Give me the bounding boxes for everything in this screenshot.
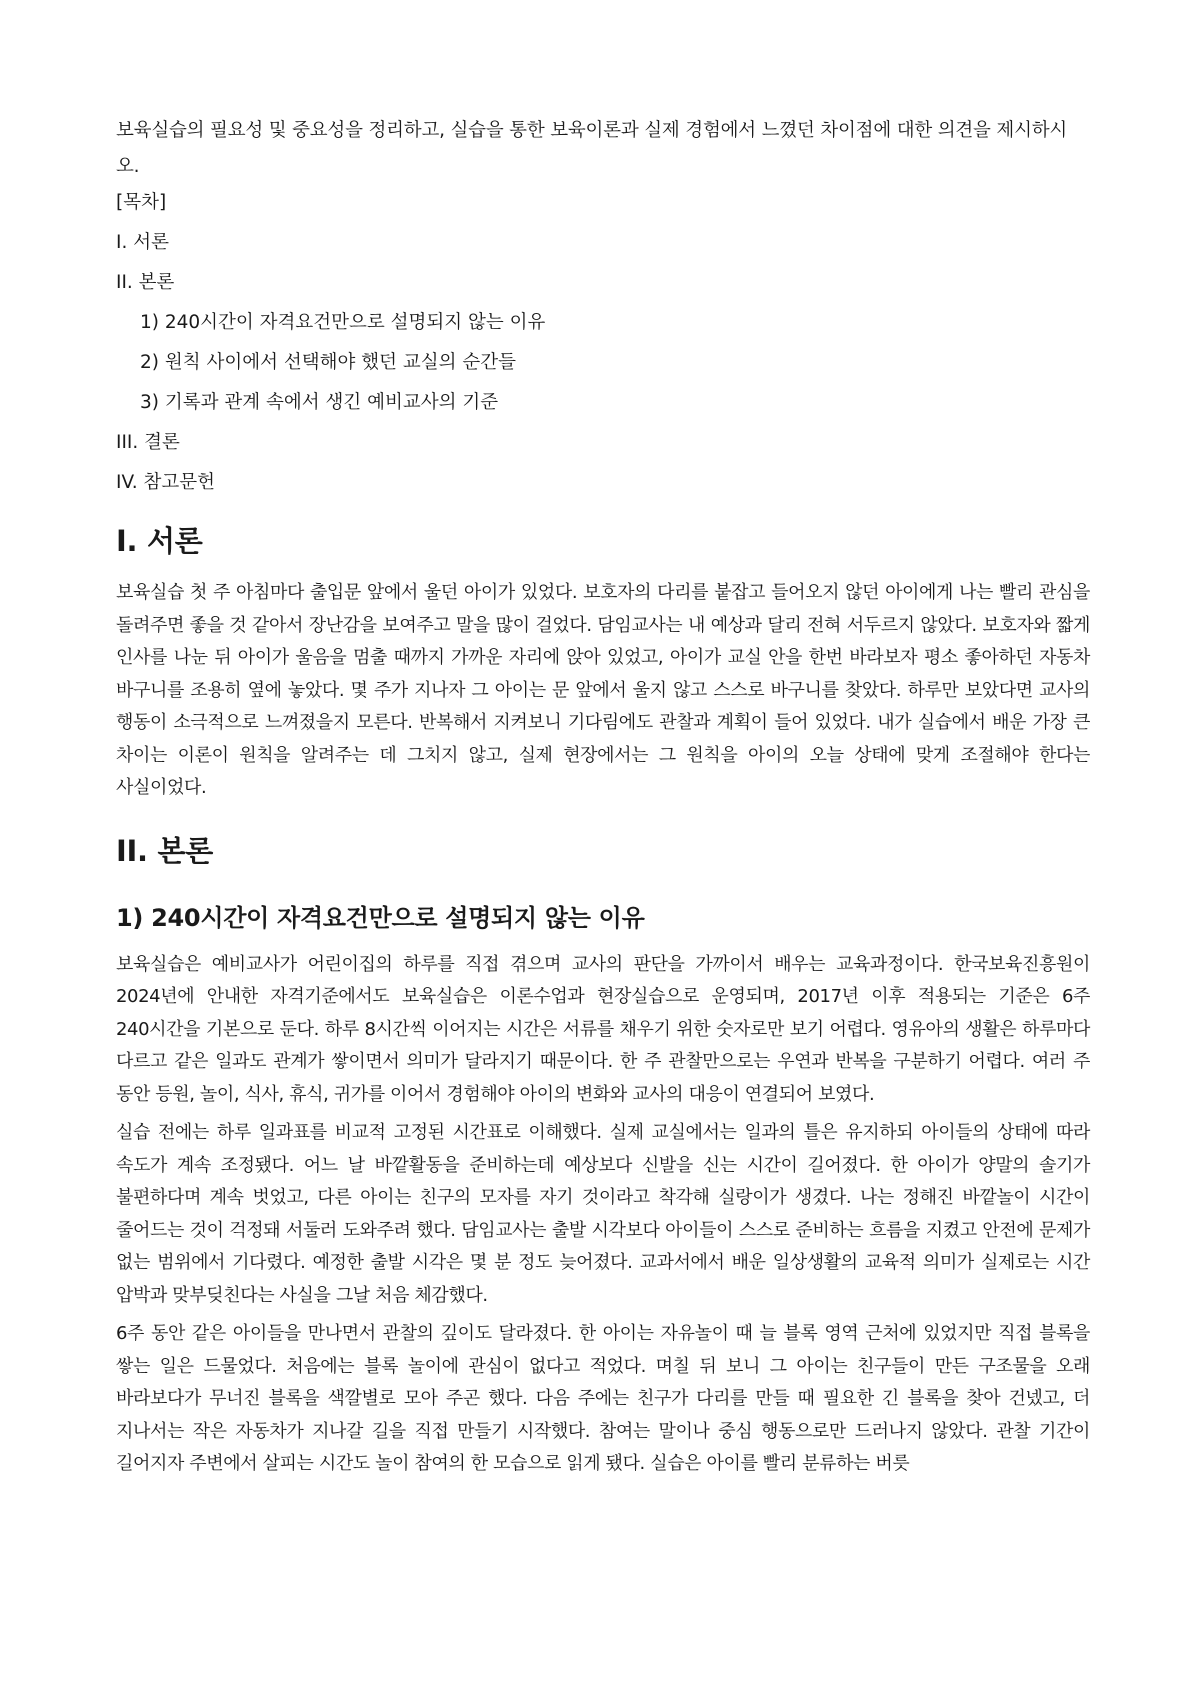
- toc-title: [목차]: [116, 192, 167, 213]
- toc-item-references: IV. 참고문헌: [116, 472, 215, 493]
- toc-list: [116, 191, 1090, 495]
- toc-item-body-2: 2) 원칙 사이에서 선택해야 했던 교실의 순간들: [140, 352, 516, 373]
- toc-item-conclusion: III. 결론: [116, 432, 180, 453]
- body-paragraph: 보육실습은 예비교사가 어린이집의 하루를 직접 겪으며 교사의 판단을 가까이서 배우는 교육과정이다. 한국보육진흥원이 2024년에 안내한 자격기준에서도 보육실습은 이론수업과 현장실습으로 운영되며, 2017년 이후 적용되는 기준은 6주 240시간을 기본으로 둔다. 하루 8시간씩 이어지는 시간은 서류를 채우기 위한 숫자로만 보기 어렵다. 영유아의 생활은 하루마다 다르고 같은 일과도 관계가 쌓이면서 의미가 달라지기 때문이다. 한 주 관찰만으로는 우연과 반복을 구분하기 어렵다. 여러 주 동안 등원, 놀이, 식사, 휴식, 귀가를 이어서 경험해야 아이의 변화와 교사의 대응이 연결되어 보였다.: [116, 953, 1090, 1105]
- body-paragraph: 실습 전에는 하루 일과표를 비교적 고정된 시간표로 이해했다. 실제 교실에서는 일과의 틀은 유지하되 아이들의 상태에 따라 속도가 계속 조정됐다. 어느 날 바깥활동을 준비하는데 예상보다 신발을 신는 시간이 길어졌다. 한 아이가 양말의 솔기가 불편하다며 계속 벗었고, 다른 아이는 친구의 모자를 자기 것이라고 착각해 실랑이가 생겼다. 나는 정해진 바깥놀이 시간이 줄어드는 것이 걱정돼 서둘러 도와주려 했다. 담임교사는 출발 시각보다 아이들이 스스로 준비하는 흐름을 지켰고 안전에 문제가 없는 범위에서 기다렸다. 예정한 출발 시각은 몇 분 정도 늦어졌다. 교과서에서 배운 일상생활의 교육적 의미가 실제로는 시간 압박과 맞부딪친다는 사실을 그날 처음 체감했다.: [116, 1122, 1090, 1306]
- table-of-contents: [116, 191, 1090, 495]
- toc-item-body: II. 본론: [116, 272, 175, 293]
- assignment-prompt: 보육실습의 필요성 및 중요성을 정리하고, 실습을 통한 보육이론과 실제 경험에서 느꼈던 차이점에 대한 의견을 제시하시오.: [116, 120, 1068, 177]
- section-heading-body: II. 본론: [116, 833, 213, 868]
- intro-paragraph: 보육실습 첫 주 아침마다 출입문 앞에서 울던 아이가 있었다. 보호자의 다리를 붙잡고 들어오지 않던 아이에게 나는 빨리 관심을 돌려주면 좋을 것 같아서 장난감을 보여주고 말을 많이 걸었다. 담임교사는 내 예상과 달리 전혀 서두르지 않았다. 보호자와 짧게 인사를 나눈 뒤 아이가 울음을 멈출 때까지 가까운 자리에 앉아 있었고, 아이가 교실 안을 한번 바라보자 평소 좋아하던 자동차 바구니를 조용히 옆에 놓았다. 몇 주가 지나자 그 아이는 문 앞에서 울지 않고 스스로 바구니를 찾았다. 하루만 보았다면 교사의 행동이 소극적으로 느껴졌을지 모른다. 반복해서 지켜보니 기다림에도 관찰과 계획이 들어 있었다. 내가 실습에서 배운 가장 큰 차이는 이론이 원칙을 알려주는 데 그치지 않고, 실제 현장에서는 그 원칙을 아이의 오늘 상태에 맞게 조절해야 한다는 사실이었다.: [116, 582, 1090, 798]
- toc-item-body-1: 1) 240시간이 자격요건만으로 설명되지 않는 이유: [140, 312, 546, 333]
- body-paragraph: 6주 동안 같은 아이들을 만나면서 관찰의 깊이도 달라졌다. 한 아이는 자유놀이 때 늘 블록 영역 근처에 있었지만 직접 블록을 쌓는 일은 드물었다. 처음에는 블록 놀이에 관심이 없다고 적었다. 며칠 뒤 보니 그 아이는 친구들이 만든 구조물을 오래 바라보다가 무너진 블록을 색깔별로 모아 주곤 했다. 다음 주에는 친구가 다리를 만들 때 필요한 긴 블록을 찾아 건넸고, 더 지나서는 작은 자동차가 지나갈 길을 직접 만들기 시작했다. 참여는 말이나 중심 행동으로만 드러나지 않았다. 관찰 기간이 길어지자 주변에서 살피는 시간도 놀이 참여의 한 모습으로 읽게 됐다. 실습은 아이를 빨리 분류하는 버릇: [116, 1323, 1090, 1474]
- subsection-heading-1: 1) 240시간이 자격요건만으로 설명되지 않는 이유: [116, 903, 645, 932]
- toc-item-intro: I. 서론: [116, 232, 169, 253]
- toc-item-body-3: 3) 기록과 관계 속에서 생긴 예비교사의 기준: [140, 392, 499, 413]
- section-heading-intro: I. 서론: [116, 524, 203, 558]
